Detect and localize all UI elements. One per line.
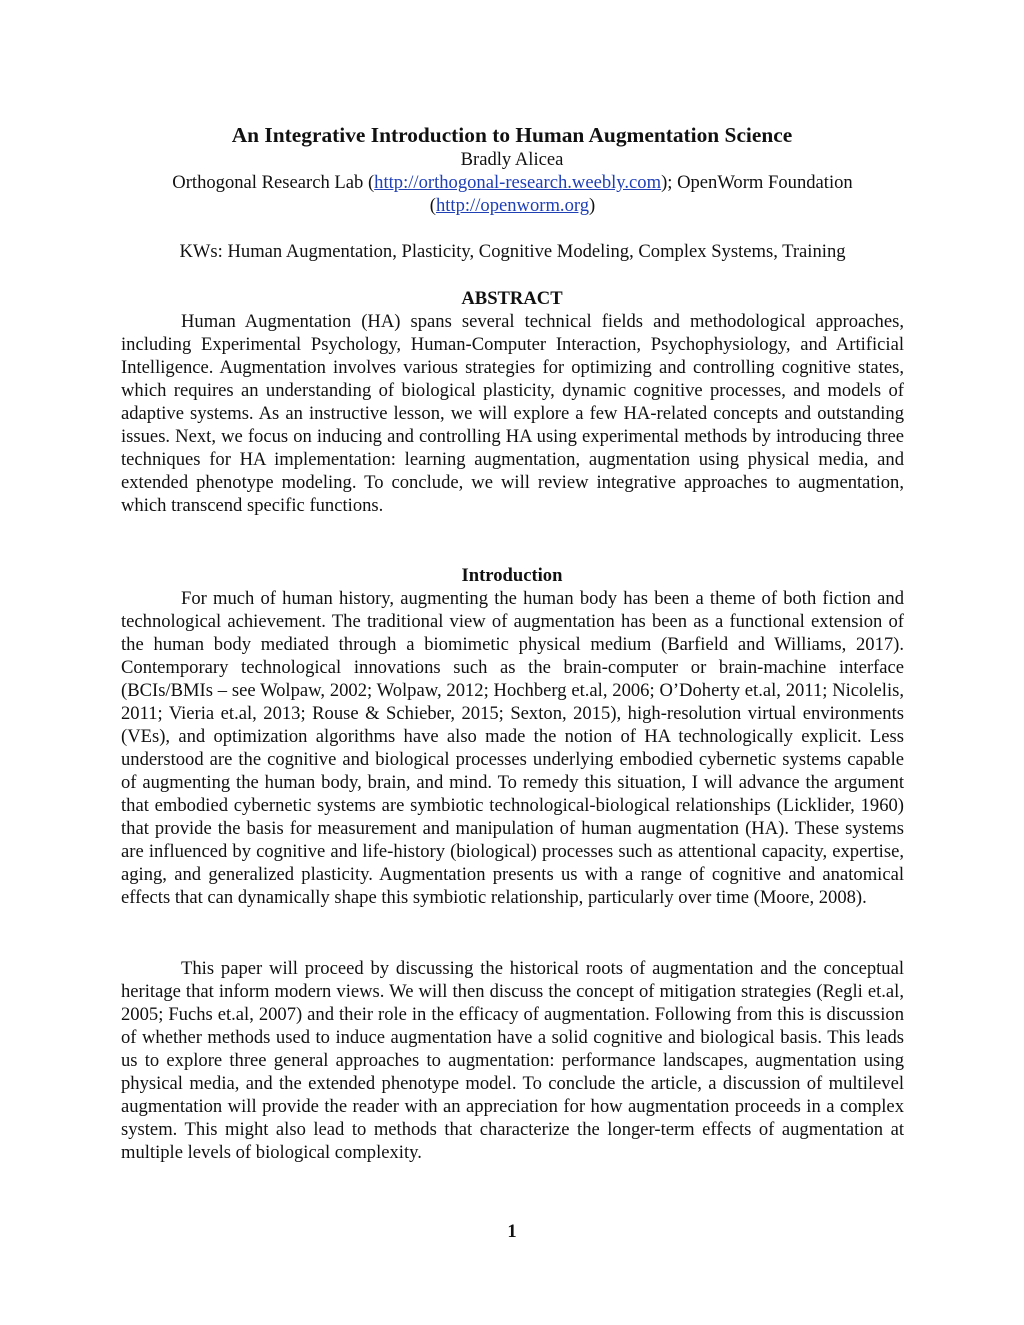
affiliation-line: [121, 171, 904, 217]
affiliation-prefix: Orthogonal Research Lab (: [172, 172, 375, 193]
author-name: Bradly Alicea: [460, 149, 564, 170]
paper-title: An Integrative Introduction to Human Augmentation Science: [231, 123, 793, 147]
affiliation-suffix: ): [589, 195, 596, 216]
abstract-heading: ABSTRACT: [461, 288, 563, 309]
page-number: 1: [507, 1221, 517, 1242]
openworm-link[interactable]: http://openworm.org: [435, 195, 590, 216]
introduction-paragraph-1: For much of human history, augmenting the human body has been a theme of both fiction and technological achievement. The traditional view of augmentation has been as a functional extension of the human body mediated through a biomimetic physical medium (Barfield and Williams, 2017). Contemporary technological innovations such as the brain-computer or brain-machine interface (BCIs/BMIs – see Wolpaw, 2002; Wolpaw, 2012; Hochberg et.al, 2006; O’Doherty et.al, 2011; Nicolelis, 2011; Vieria et.al, 2013; Rouse & Schieber, 2015; Sexton, 2015), high-resolution virtual environments (VEs), and optimization algorithms have also made the notion of HA technologically explicit. Less understood are the cognitive and biological processes underlying embodied cybernetic systems capable of augmenting the human body, brain, and mind. To remedy this situation, I will advance the argument that embodied cybernetic systems are symbiotic technological-biological relationships (Licklider, 1960) that provide the basis for measurement and manipulation of human augmentation (HA). These systems are influenced by cognitive and life-history (biological) processes such as attentional capacity, expertise, aging, and generalized plasticity. Augmentation presents us with a range of cognitive and anatomical effects that can dynamically shape this symbiotic relationship, particularly over time (Moore, 2008).: [121, 588, 904, 908]
abstract-paragraph: Human Augmentation (HA) spans several technical fields and methodological approaches, including Experimental Psychology, Human-Computer Interaction, Psychophysiology, and Artificial Intelligence. Augmentation involves various strategies for optimizing and controlling cognitive states, which requires an understanding of biological plasticity, dynamic cognitive processes, and models of adaptive systems. As an instructive lesson, we will explore a few HA-related concepts and outstanding issues. Next, we focus on inducing and controlling HA using experimental methods by introducing three techniques for HA implementation: learning augmentation, augmentation using physical media, and extended phenotype modeling. To conclude, we will review integrative approaches to augmentation, which transcend specific functions.: [121, 311, 904, 516]
orthogonal-research-link[interactable]: http://orthogonal-research.weebly.com: [374, 172, 662, 193]
introduction-heading: Introduction: [461, 565, 563, 586]
affiliation-middle: ); OpenWorm Foundation (: [429, 172, 853, 216]
introduction-paragraph-2: This paper will proceed by discussing the historical roots of augmentation and the conceptual heritage that inform modern views. We will then discuss the concept of mitigation strategies (Regli et.al, 2005; Fuchs et.al, 2007) and their role in the efficacy of augmentation. Following from this is discussion of whether methods used to induce augmentation have a solid cognitive and biological basis. This leads us to explore three general approaches to augmentation: performance landscapes, augmentation using physical media, and the extended phenotype model. To conclude the article, a discussion of multilevel augmentation will provide the reader with an appreciation for how augmentation proceeds in a complex system. This might also lead to methods that characterize the longer-term effects of augmentation at multiple levels of biological complexity.: [121, 958, 904, 1163]
keywords-line: KWs: Human Augmentation, Plasticity, Cognitive Modeling, Complex Systems, Training: [179, 241, 846, 262]
